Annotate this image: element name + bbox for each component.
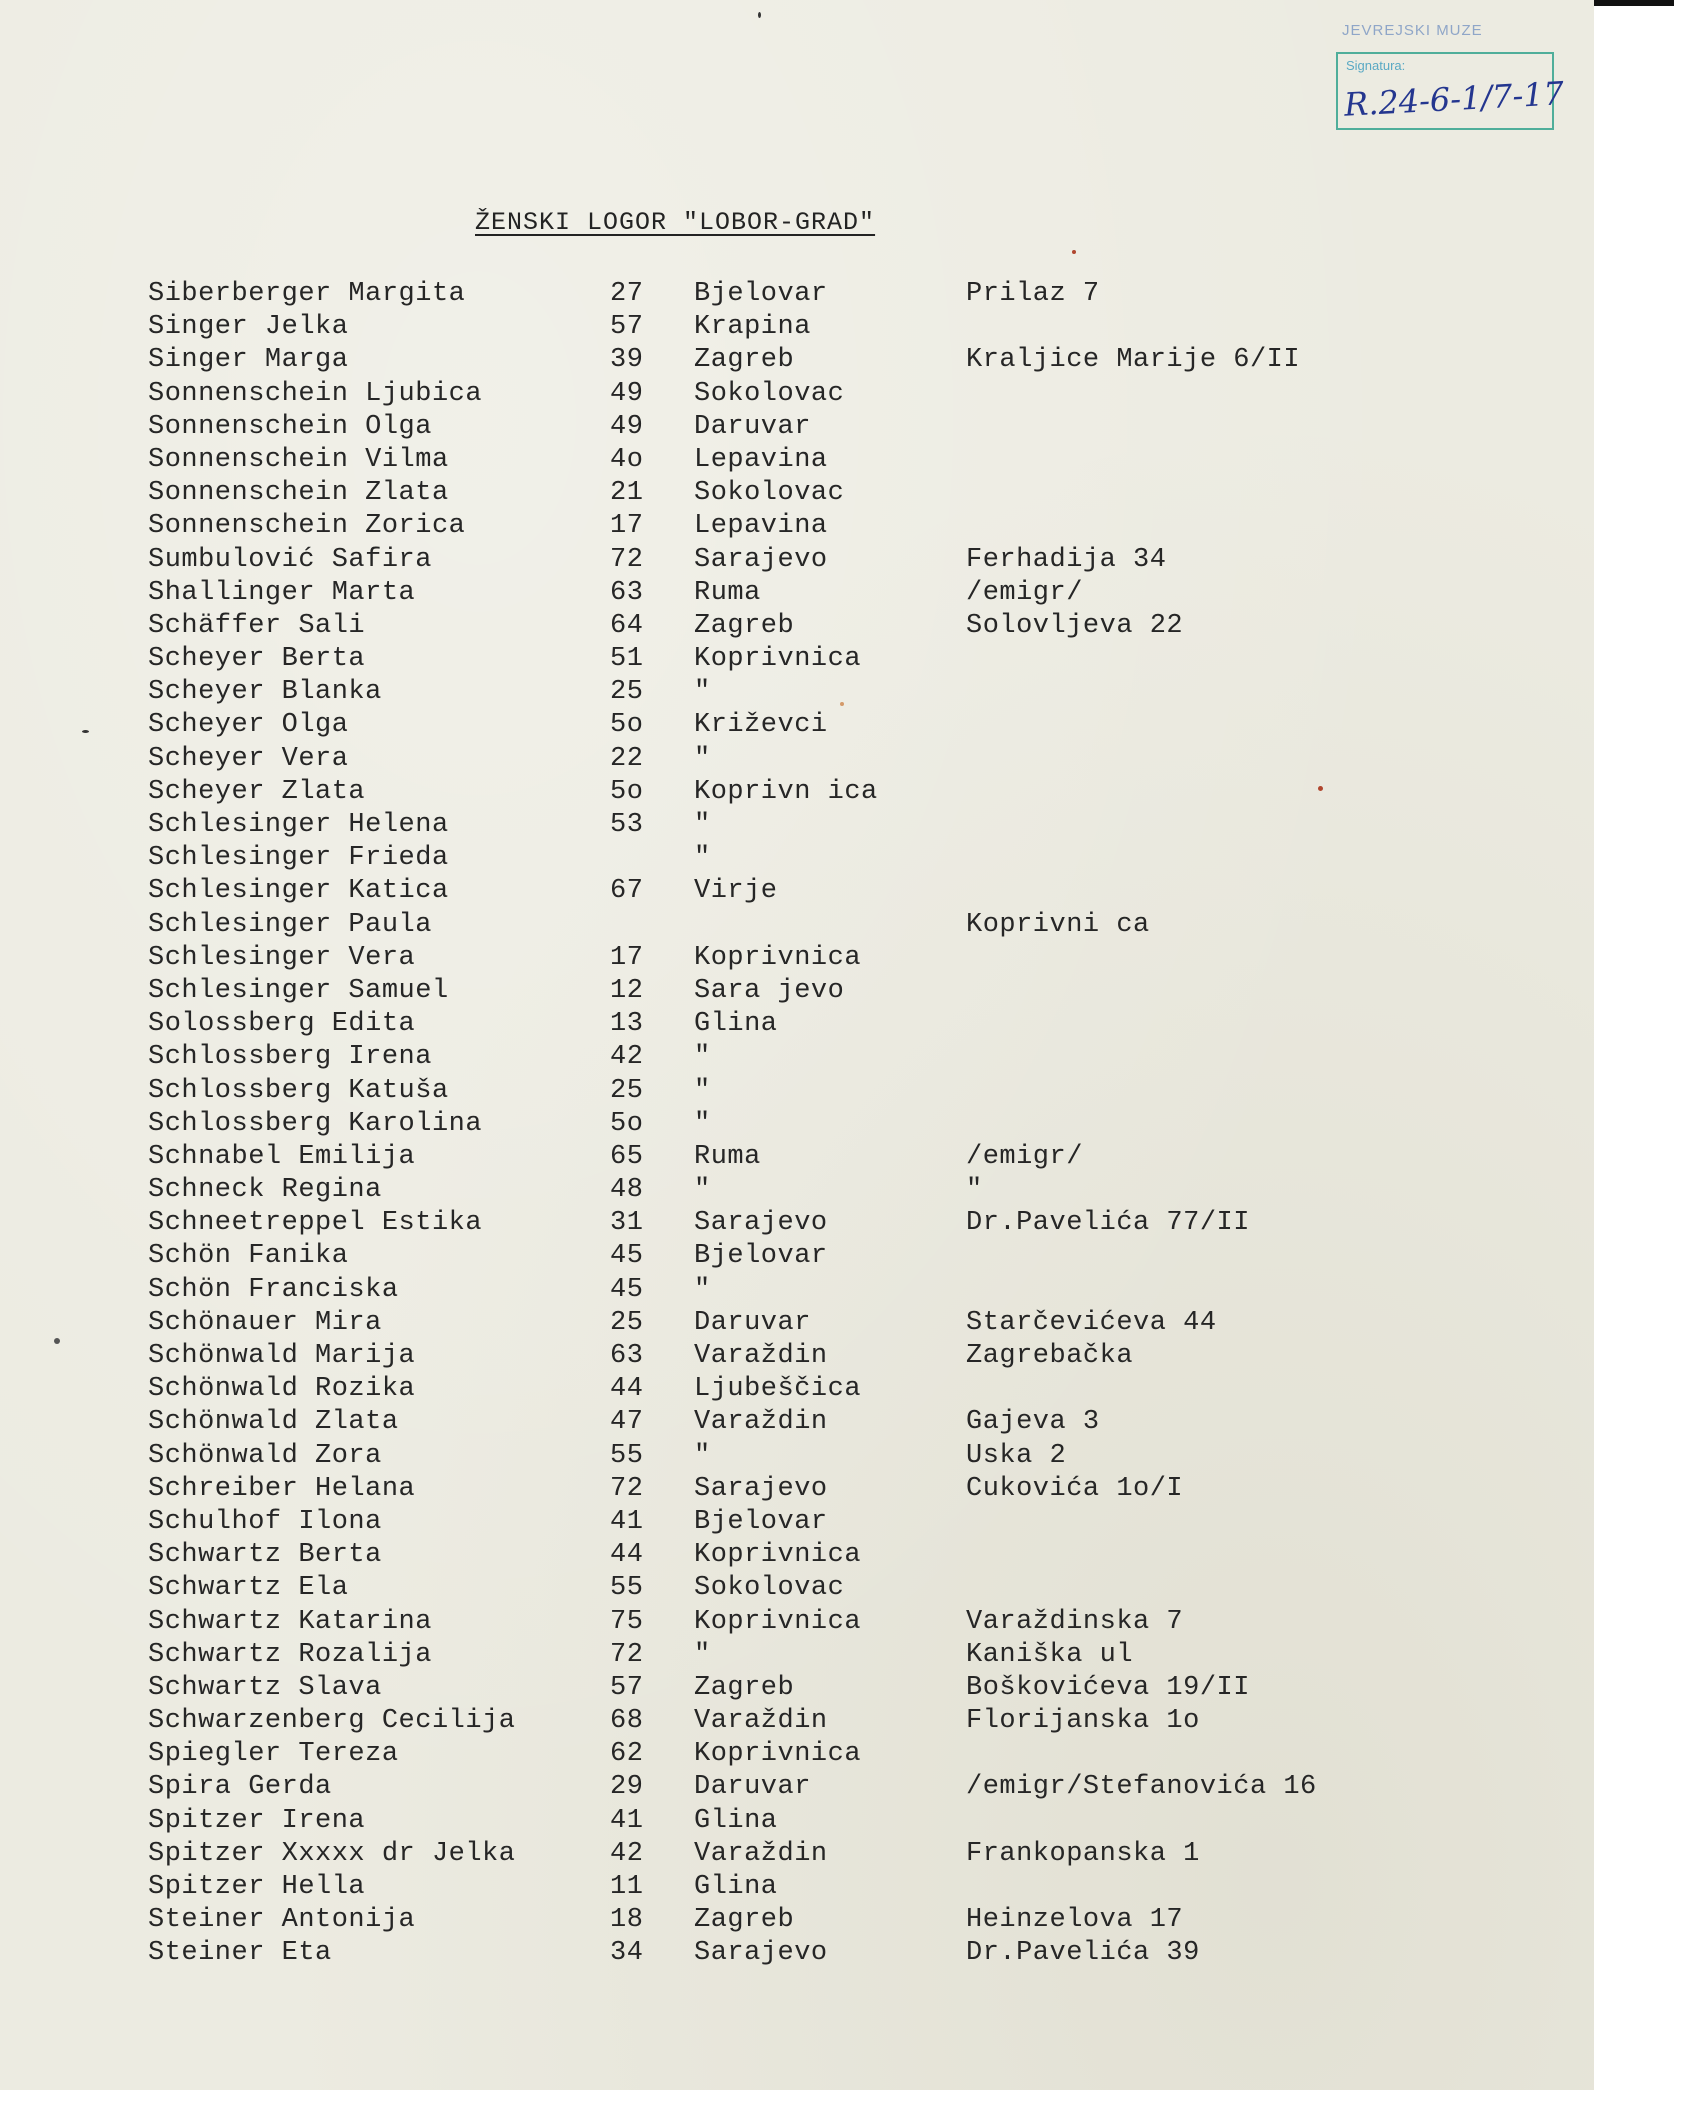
person-age: 29 [610, 1772, 644, 1803]
person-city: Krapina [694, 312, 811, 343]
document-title-text: ŽENSKI LOGOR "LOBOR-GRAD" [475, 208, 876, 237]
person-age: 39 [610, 345, 644, 376]
person-city: Koprivnica [694, 644, 862, 675]
person-age: 63 [610, 1341, 644, 1371]
person-address: Solovljeva 22 [966, 610, 1184, 641]
person-age: 11 [610, 1872, 644, 1902]
person-age: 4o [610, 444, 644, 475]
list-row [0, 311, 1594, 344]
person-city: Virje [694, 876, 778, 907]
list-row [0, 643, 1594, 676]
person-address: Prilaz 7 [966, 279, 1100, 309]
person-age: 12 [610, 975, 644, 1006]
list-row [0, 1606, 1594, 1639]
person-age: 41 [610, 1506, 644, 1537]
person-city: Koprivnica [694, 1540, 862, 1571]
person-age: 72 [610, 1639, 644, 1670]
person-name: Sumbulović Safira [148, 544, 432, 575]
person-age: 51 [610, 644, 644, 675]
person-city: Bjelovar [694, 1506, 828, 1537]
paper-speck [54, 1338, 60, 1344]
list-row [0, 378, 1594, 411]
person-address: Dr.Pavelića 77/II [966, 1208, 1250, 1239]
person-address: Zagrebačka [966, 1341, 1134, 1371]
person-age: 47 [610, 1407, 644, 1438]
prisoner-list [0, 278, 1594, 1971]
person-name: Sonnenschein Vilma [148, 444, 449, 475]
list-row [0, 411, 1594, 444]
person-age: 17 [610, 942, 644, 973]
list-row [0, 1340, 1594, 1373]
person-city: Sara jevo [694, 975, 845, 1006]
person-address: Varaždinska 7 [966, 1606, 1184, 1637]
person-name: Schönauer Mira [148, 1307, 382, 1338]
person-city: Daruvar [694, 1307, 811, 1338]
list-row [0, 1373, 1594, 1406]
person-address: /emigr/Stefanovića 16 [966, 1772, 1317, 1803]
person-city: Sokolovac [694, 1573, 845, 1604]
list-row [0, 544, 1594, 577]
person-name: Scheyer Berta [148, 644, 366, 675]
person-age: 22 [610, 743, 644, 774]
list-row [0, 743, 1594, 776]
person-name: Schwartz Slava [148, 1672, 382, 1703]
person-name: Schlesinger Paula [148, 909, 432, 940]
person-age: 45 [610, 1274, 644, 1305]
person-city: Sokolovac [694, 478, 845, 509]
person-city: Daruvar [694, 1772, 811, 1803]
scan-margin-bottom [0, 2090, 1594, 2106]
list-row [0, 1838, 1594, 1871]
list-row [0, 444, 1594, 477]
person-name: Schwartz Ela [148, 1573, 349, 1604]
person-name: Schlesinger Vera [148, 942, 416, 973]
list-row [0, 1506, 1594, 1539]
person-city: Varaždin [694, 1706, 828, 1737]
person-name: Schönwald Zora [148, 1440, 382, 1471]
person-city: Ljubeščica [694, 1374, 862, 1405]
person-age: 42 [610, 1838, 644, 1869]
person-name: Siberberger Margita [148, 279, 466, 309]
stamp-signature-label: Signatura: [1346, 58, 1406, 73]
scan-edge-mark [1594, 0, 1674, 6]
person-name: Spitzer Xxxxx dr Jelka [148, 1838, 516, 1869]
paper-speck [840, 702, 844, 706]
stamp-museum-name: JEVREJSKI MUZE [1342, 22, 1483, 39]
person-age: 57 [610, 312, 644, 343]
person-age: 67 [610, 876, 644, 907]
person-name: Scheyer Zlata [148, 776, 366, 807]
person-name: Sonnenschein Zlata [148, 478, 449, 509]
person-age: 44 [610, 1374, 644, 1405]
person-name: Schnabel Emilija [148, 1141, 416, 1172]
person-city: Sarajevo [694, 1208, 828, 1239]
person-age: 5o [610, 776, 644, 807]
person-city: Zagreb [694, 610, 795, 641]
person-name: Steiner Antonija [148, 1905, 416, 1936]
person-city: Varaždin [694, 1341, 828, 1371]
list-row [0, 344, 1594, 377]
person-age: 42 [610, 1042, 644, 1073]
person-name: Spitzer Irena [148, 1805, 366, 1836]
person-name: Sonnenschein Zorica [148, 511, 466, 542]
person-city: Sarajevo [694, 544, 828, 575]
person-name: Schlesinger Frieda [148, 843, 449, 874]
person-name: Singer Marga [148, 345, 349, 376]
list-row [0, 1771, 1594, 1804]
person-age: 55 [610, 1573, 644, 1604]
person-address: Ferhadija 34 [966, 544, 1167, 575]
person-age: 5o [610, 710, 644, 741]
list-row [0, 1572, 1594, 1605]
person-age: 75 [610, 1606, 644, 1637]
person-name: Schulhof Ilona [148, 1506, 382, 1537]
person-city: Ruma [694, 577, 761, 608]
person-city: Lepavina [694, 444, 828, 475]
list-row [0, 1008, 1594, 1041]
list-row [0, 1639, 1594, 1672]
person-age: 57 [610, 1672, 644, 1703]
person-name: Spiegler Tereza [148, 1739, 399, 1770]
list-row [0, 278, 1594, 311]
list-row [0, 577, 1594, 610]
person-age: 13 [610, 1009, 644, 1040]
person-address: Florijanska 1o [966, 1706, 1200, 1737]
person-age: 21 [610, 478, 644, 509]
person-age: 34 [610, 1938, 644, 1969]
person-age: 63 [610, 577, 644, 608]
list-row [0, 942, 1594, 975]
person-name: Schlesinger Katica [148, 876, 449, 907]
list-row [0, 610, 1594, 643]
person-age: 25 [610, 1075, 644, 1106]
person-age: 25 [610, 1307, 644, 1338]
person-name: Schneck Regina [148, 1175, 382, 1206]
person-city: Sarajevo [694, 1473, 828, 1504]
person-name: Schönwald Rozika [148, 1374, 416, 1405]
person-age: 44 [610, 1540, 644, 1571]
person-age: 18 [610, 1905, 644, 1936]
list-row [0, 1937, 1594, 1970]
person-name: Sonnenschein Olga [148, 411, 432, 442]
person-city: " [694, 810, 711, 840]
person-city: Koprivnica [694, 1739, 862, 1770]
person-city: Daruvar [694, 411, 811, 442]
list-row [0, 1075, 1594, 1108]
person-age: 45 [610, 1241, 644, 1272]
person-city: Zagreb [694, 1672, 795, 1703]
person-age: 72 [610, 1473, 644, 1504]
person-name: Schäffer Sali [148, 610, 366, 641]
person-age: 55 [610, 1440, 644, 1471]
person-name: Spitzer Hella [148, 1872, 366, 1902]
list-row [0, 1274, 1594, 1307]
list-row [0, 842, 1594, 875]
person-city: Koprivn ica [694, 776, 878, 807]
list-row [0, 709, 1594, 742]
person-city: Sarajevo [694, 1938, 828, 1969]
person-city: Glina [694, 1805, 778, 1836]
person-name: Scheyer Blanka [148, 677, 382, 708]
person-city: " [694, 1108, 711, 1139]
person-city: " [694, 743, 711, 774]
handwritten-signature-number: R.24-6-1/7-17 [1343, 74, 1565, 124]
list-row [0, 1705, 1594, 1738]
person-age: 49 [610, 411, 644, 442]
person-name: Schlossberg Karolina [148, 1108, 483, 1139]
list-row [0, 1240, 1594, 1273]
person-city: " [694, 1274, 711, 1305]
person-name: Schönwald Zlata [148, 1407, 399, 1438]
person-age: 68 [610, 1706, 644, 1737]
person-name: Shallinger Marta [148, 577, 416, 608]
person-city: Varaždin [694, 1407, 828, 1438]
person-address: Kaniška ul [966, 1639, 1134, 1670]
list-row [0, 909, 1594, 942]
person-city: " [694, 1175, 711, 1206]
person-address: " [966, 1175, 983, 1206]
person-name: Schlesinger Helena [148, 810, 449, 840]
person-city: Križevci [694, 710, 828, 741]
paper-speck [1318, 786, 1323, 791]
person-name: Schwartz Berta [148, 1540, 382, 1571]
person-city: Varaždin [694, 1838, 828, 1869]
person-age: 62 [610, 1739, 644, 1770]
list-row [0, 975, 1594, 1008]
person-city: " [694, 1639, 711, 1670]
person-address: /emigr/ [966, 577, 1083, 608]
paper-speck [82, 730, 89, 733]
person-name: Singer Jelka [148, 312, 349, 343]
person-age: 65 [610, 1141, 644, 1172]
list-row [0, 1041, 1594, 1074]
person-age: 72 [610, 544, 644, 575]
person-address: /emigr/ [966, 1141, 1083, 1172]
list-row [0, 875, 1594, 908]
person-city: " [694, 1075, 711, 1106]
document-title [475, 208, 875, 237]
list-row [0, 1672, 1594, 1705]
person-address: Gajeva 3 [966, 1407, 1100, 1438]
list-row [0, 1141, 1594, 1174]
list-row [0, 1539, 1594, 1572]
person-address: Cukovića 1o/I [966, 1473, 1184, 1504]
person-address: Uska 2 [966, 1440, 1067, 1471]
list-row [0, 1738, 1594, 1771]
list-row [0, 1805, 1594, 1838]
person-city: " [694, 677, 711, 708]
person-city: Zagreb [694, 345, 795, 376]
person-address: Heinzelova 17 [966, 1905, 1184, 1936]
signature-box [1336, 52, 1565, 130]
person-name: Schwartz Rozalija [148, 1639, 432, 1670]
person-city: Glina [694, 1872, 778, 1902]
person-city: Ruma [694, 1141, 761, 1172]
person-name: Solossberg Edita [148, 1009, 416, 1040]
person-age: 53 [610, 810, 644, 840]
person-city: Zagreb [694, 1905, 795, 1936]
person-address: Starčevićeva 44 [966, 1307, 1217, 1338]
list-row [0, 1440, 1594, 1473]
person-address: Dr.Pavelića 39 [966, 1938, 1200, 1969]
person-name: Schreiber Helana [148, 1473, 416, 1504]
list-row [0, 676, 1594, 709]
person-age: 27 [610, 279, 644, 309]
person-city: " [694, 843, 711, 874]
person-name: Scheyer Vera [148, 743, 349, 774]
person-address: Kraljice Marije 6/II [966, 345, 1301, 376]
person-city: Koprivnica [694, 942, 862, 973]
person-name: Schwarzenberg Cecilija [148, 1706, 516, 1737]
list-row [0, 1406, 1594, 1439]
archive-stamp [1330, 18, 1565, 138]
list-row [0, 477, 1594, 510]
person-city: Bjelovar [694, 1241, 828, 1272]
list-row [0, 1307, 1594, 1340]
list-row [0, 1207, 1594, 1240]
person-city: Koprivnica [694, 1606, 862, 1637]
list-row [0, 1473, 1594, 1506]
person-address: Frankopanska 1 [966, 1838, 1200, 1869]
person-city: " [694, 1440, 711, 1471]
person-city: Glina [694, 1009, 778, 1040]
person-city: " [694, 1042, 711, 1073]
person-name: Schwartz Katarina [148, 1606, 432, 1637]
person-age: 64 [610, 610, 644, 641]
paper-speck [758, 12, 761, 18]
person-name: Schön Franciska [148, 1274, 399, 1305]
list-row [0, 510, 1594, 543]
list-row [0, 1904, 1594, 1937]
person-name: Schneetreppel Estika [148, 1208, 483, 1239]
person-name: Schönwald Marija [148, 1341, 416, 1371]
person-name: Spira Gerda [148, 1772, 332, 1803]
person-age: 25 [610, 677, 644, 708]
list-row [0, 1174, 1594, 1207]
person-name: Schön Fanika [148, 1241, 349, 1272]
person-age: 48 [610, 1175, 644, 1206]
list-row [0, 1108, 1594, 1141]
person-city: Lepavina [694, 511, 828, 542]
person-age: 49 [610, 378, 644, 409]
person-name: Schlesinger Samuel [148, 975, 449, 1006]
person-age: 5o [610, 1108, 644, 1139]
scan-margin [1594, 0, 1700, 2106]
list-row [0, 1871, 1594, 1904]
person-name: Schlossberg Katuša [148, 1075, 449, 1106]
list-row [0, 776, 1594, 809]
person-age: 17 [610, 511, 644, 542]
person-age: 41 [610, 1805, 644, 1836]
person-name: Steiner Eta [148, 1938, 332, 1969]
person-name: Scheyer Olga [148, 710, 349, 741]
person-city: Bjelovar [694, 279, 828, 309]
person-address: Koprivni ca [966, 909, 1150, 940]
person-city: Sokolovac [694, 378, 845, 409]
person-name: Sonnenschein Ljubica [148, 378, 483, 409]
person-name: Schlossberg Irena [148, 1042, 432, 1073]
list-row [0, 809, 1594, 842]
paper-speck [1072, 250, 1076, 254]
person-address: Boškovićeva 19/II [966, 1672, 1250, 1703]
person-age: 31 [610, 1208, 644, 1239]
